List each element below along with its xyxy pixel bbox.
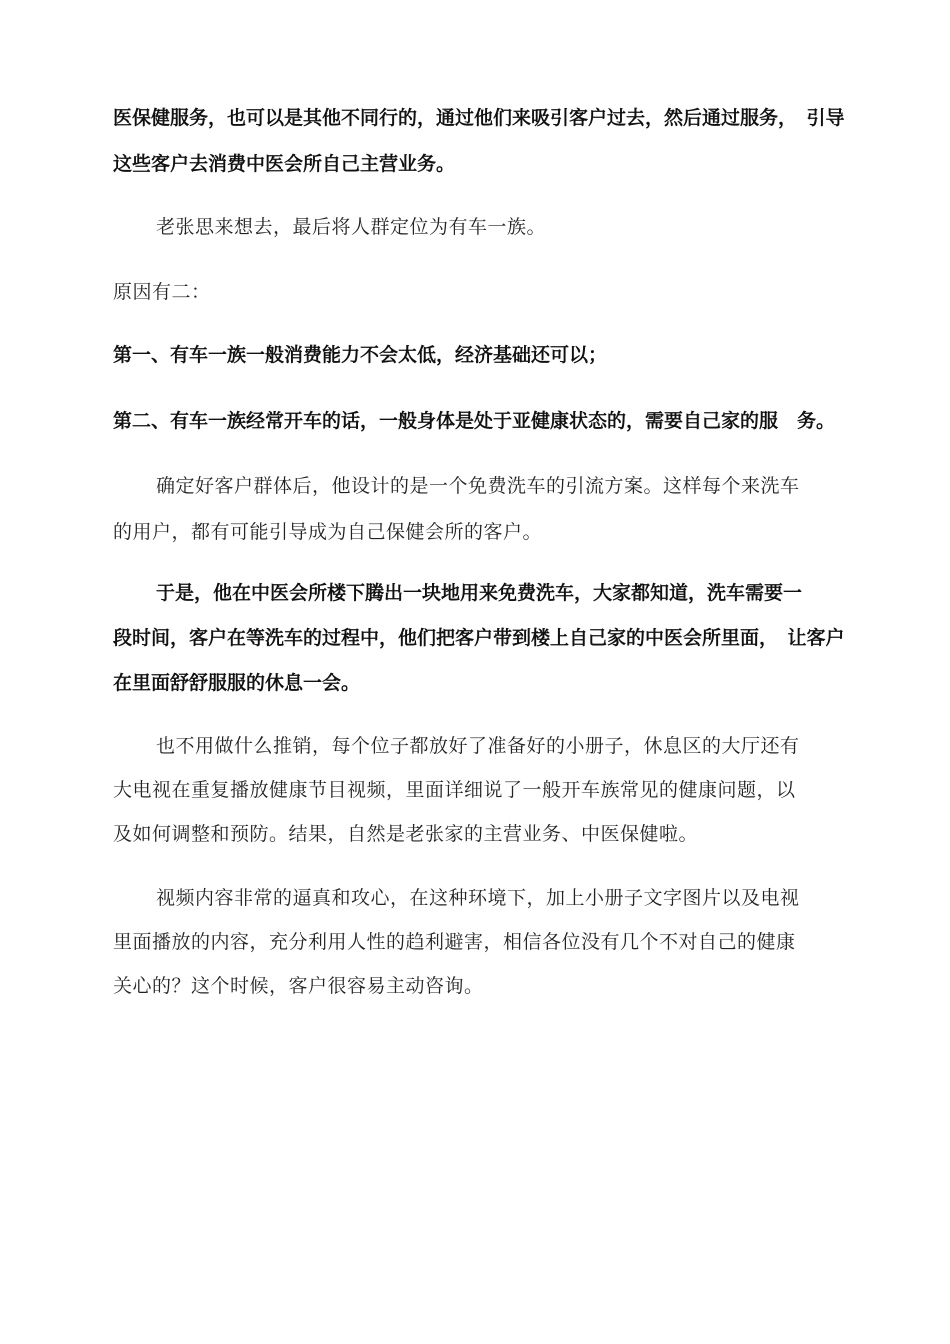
text-line: 第一、有车一族一般消费能力不会太低，经济基础还可以； (113, 344, 608, 366)
text-line: 大电视在重复播放健康节目视频，里面详细说了一般开车族常见的健康问题，以 (113, 779, 796, 801)
text-line: 于是，他在中医会所楼下腾出一块地用来免费洗车，大家都知道，洗车需要一 (156, 582, 803, 604)
text-line: 也不用做什么推销，每个位子都放好了准备好的小册子，休息区的大厅还有 (156, 735, 800, 757)
text-line: 第二、有车一族经常开车的话，一般身体是处于亚健康状态的，需要自己家的服 务。 (113, 410, 836, 432)
text-line: 里面播放的内容，充分利用人性的趋利避害，相信各位没有几个不对自己的健康 (113, 931, 796, 953)
text-line: 关心的？这个时候，客户很容易主动咨询。 (113, 975, 484, 997)
text-line: 视频内容非常的逼真和攻心，在这种环境下，加上小册子文字图片以及电视 (156, 887, 800, 909)
text-line: 确定好客户群体后，他设计的是一个免费洗车的引流方案。这样每个来洗车 (156, 475, 800, 497)
text-line: 在里面舒舒服服的休息一会。 (113, 672, 361, 694)
text-line: 这些客户去消费中医会所自己主营业务。 (113, 153, 456, 175)
text-line: 医保健服务，也可以是其他不同行的，通过他们来吸引客户过去，然后通过服务， 引导 (113, 107, 845, 129)
text-line: 老张思来想去，最后将人群定位为有车一族。 (156, 216, 547, 238)
text-line: 原因有二： (113, 281, 211, 303)
text-line: 及如何调整和预防。结果，自然是老张家的主营业务、中医保健啦。 (113, 823, 699, 845)
text-line: 段时间，客户在等洗车的过程中，他们把客户带到楼上自己家的中医会所里面， 让客户 (113, 627, 845, 649)
text-line: 的用户，都有可能引导成为自己保健会所的客户。 (113, 521, 543, 543)
